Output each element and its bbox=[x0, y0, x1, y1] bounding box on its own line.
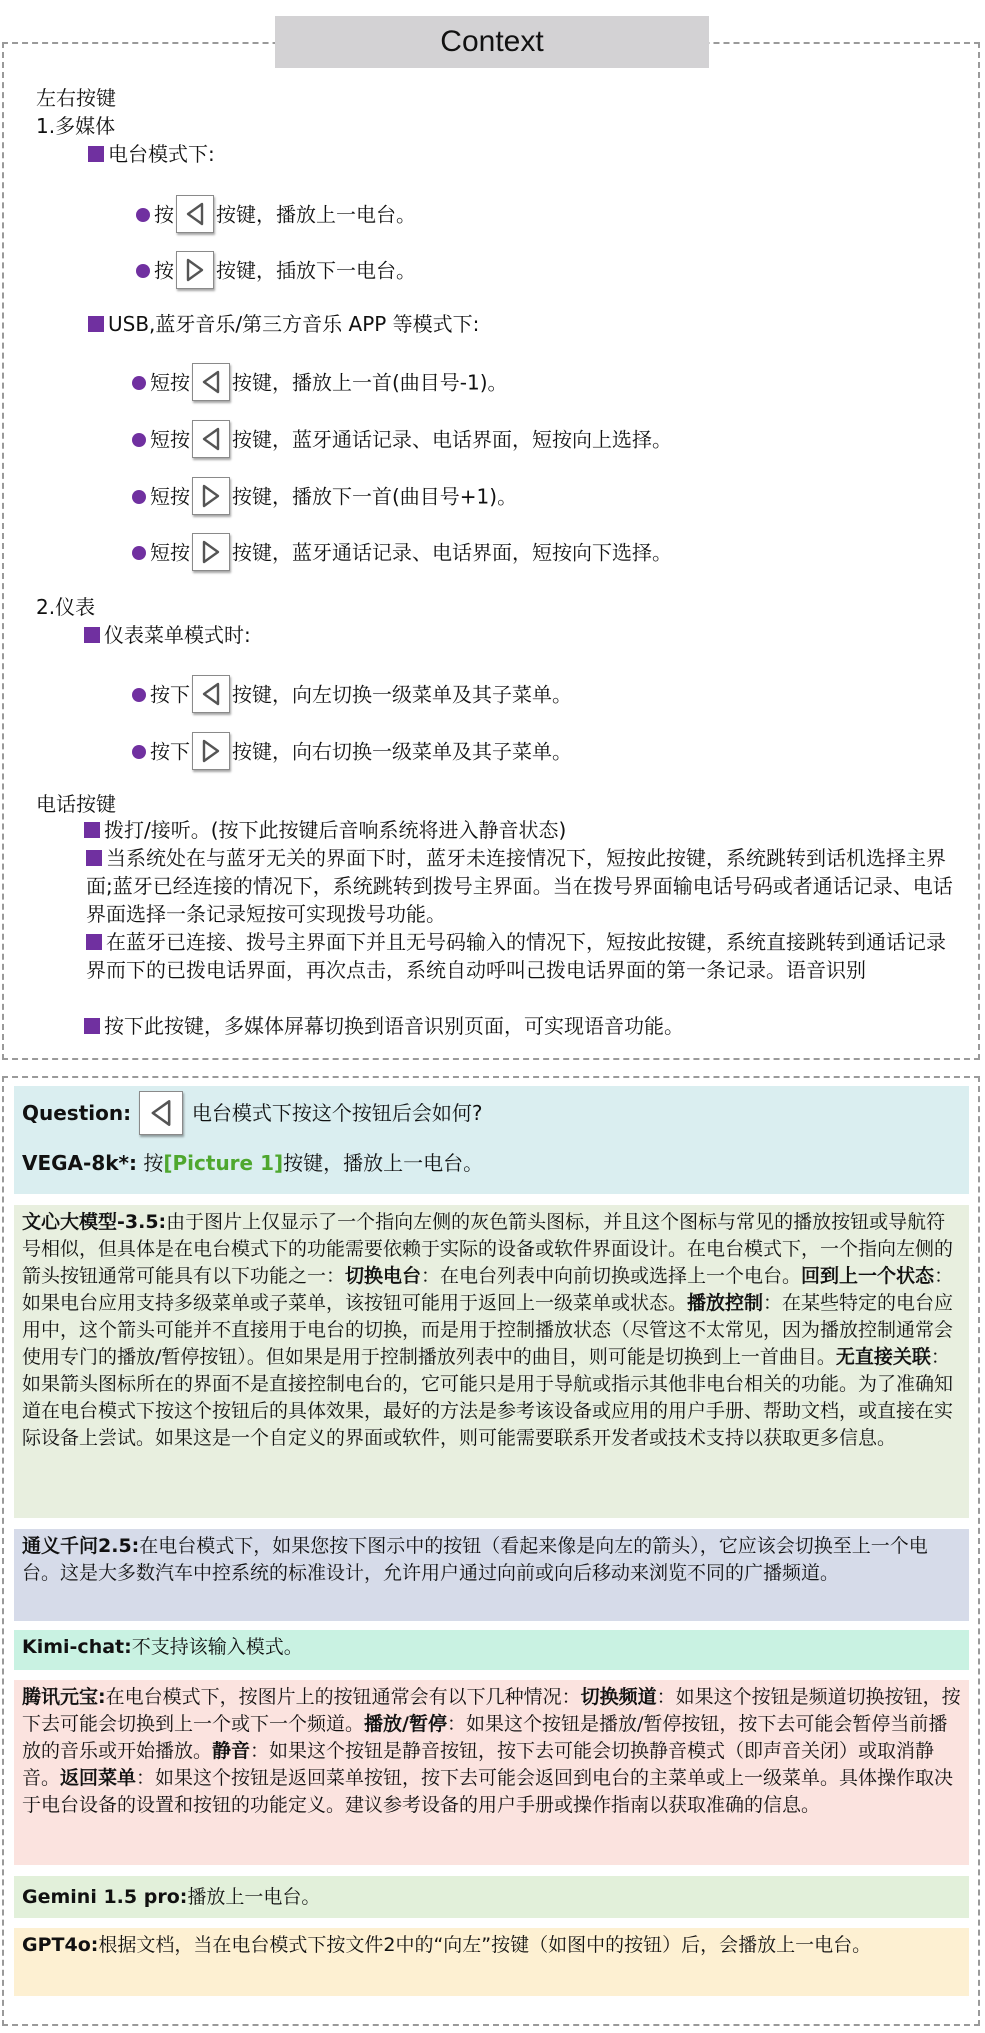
heading-phone: 电话按键 bbox=[36, 792, 116, 816]
phone-item: 当系统处在与蓝牙无关的界面下时，蓝牙未连接情况下，短按此按键，系统跳转到话机选择主界面;蓝牙已经连接的情况下，系统跳转到拨号主界面。当在拨号界面输电话号码或者通话记录、电话界面选择一条记录短按可实现拨号功能。 bbox=[86, 846, 953, 926]
context-title: Context bbox=[275, 16, 709, 68]
left-arrow-key-icon bbox=[192, 420, 230, 458]
wenxin-answer: 文心大模型-3.5:由于图片上仅显示了一个指向左侧的灰色箭头图标，并且这个图标与常见的播放按钮或导航符号相似，但具体是在电台模式下的功能需要依赖于实际的设备或软件界面设计。在电台模式下，一个指向左侧的箭头按钮通常可能具有以下功能之一：切换电台：在电台列表中向前切换或选择上一个电台。回到上一个状态：如果电台应用支持多级菜单或子菜单，该按钮可能用于返回上一级菜单或状态。播放控制：在某些特定的电台应用中，这个箭头可能并不直接用于电台的切换，而是用于控制播放状态（尽管这不太常见，因为播放控制通常会使用专门的播放/暂停按钮）。但如果是用于控制播放列表中的曲目，则可能是切换到上一首曲目。无直接关联：如果箭头图标所在的界面不是直接控制电台的，它可能只是用于导航或指示其他非电台相关的功能。为了准确知道在电台模式下按这个按钮后的具体效果，最好的方法是参考该设备或应用的用户手册、帮助文档，或直接在实际设备上尝试。如果这是一个自定义的界面或软件，则可能需要联系开发者或技术支持以获取更多信息。 bbox=[14, 1205, 969, 1518]
usb-item: 短按 按键，蓝牙通话记录、电话界面，短按向下选择。 bbox=[132, 535, 672, 573]
radio-prev-line: 按 按键，播放上一电台。 bbox=[136, 197, 416, 235]
usb-mode-heading: USB,蓝牙音乐/第三方音乐 APP 等模式下: bbox=[88, 310, 479, 338]
usb-item: 短按 按键，播放上一首(曲目号-1)。 bbox=[132, 365, 508, 403]
gemini-answer: Gemini 1.5 pro:播放上一电台。 bbox=[14, 1876, 969, 1918]
tongyi-answer: 通义千问2.5:在电台模式下，如果您按下图示中的按钮（看起来像是向左的箭头），它应该会切换至上一个电台。这是大多数汽车中控系统的标准设计，允许用户通过向前或向后移动来浏览不同的广播频道。 bbox=[14, 1529, 969, 1621]
radio-next-line: 按 按键，插放下一电台。 bbox=[136, 253, 416, 291]
right-arrow-key-icon bbox=[192, 477, 230, 515]
bullet-square bbox=[86, 934, 102, 950]
bullet-dot bbox=[136, 208, 150, 222]
meter-item: 按下 按键，向左切换一级菜单及其子菜单。 bbox=[132, 677, 572, 715]
kimi-answer: Kimi-chat:不支持该输入模式。 bbox=[14, 1630, 969, 1670]
usb-item: 短按 按键，播放下一首(曲目号+1)。 bbox=[132, 479, 517, 517]
bullet-dot bbox=[132, 433, 146, 447]
question-text: 电台模式下按这个按钮后会如何? bbox=[191, 1101, 483, 1125]
bullet-square bbox=[84, 627, 100, 643]
meter-item: 按下 按键，向右切换一级菜单及其子菜单。 bbox=[132, 734, 572, 772]
left-arrow-key-icon bbox=[192, 363, 230, 401]
phone-item: 拨打/接听。(按下此按键后音响系统将进入静音状态) bbox=[84, 816, 566, 844]
bullet-dot bbox=[132, 688, 146, 702]
left-arrow-key-icon bbox=[139, 1091, 183, 1135]
bullet-dot bbox=[132, 490, 146, 504]
right-arrow-key-icon bbox=[192, 533, 230, 571]
heading-lr-keys: 左右按键 bbox=[36, 86, 116, 110]
picture-ref: [Picture 1] bbox=[163, 1151, 284, 1175]
vega-answer: VEGA-8k*: 按[Picture 1]按键，播放上一电台。 bbox=[22, 1151, 484, 1175]
right-arrow-key-icon bbox=[176, 251, 214, 289]
question-label: Question: bbox=[22, 1101, 132, 1125]
phone-item: 按下此按键，多媒体屏幕切换到语音识别页面，可实现语音功能。 bbox=[84, 1012, 684, 1040]
heading-multimedia: 1.多媒体 bbox=[36, 114, 116, 138]
radio-mode-heading: 电台模式下: bbox=[88, 140, 215, 168]
bullet-square bbox=[84, 822, 100, 838]
bullet-dot bbox=[132, 745, 146, 759]
bullet-square bbox=[84, 1018, 100, 1034]
usb-item: 短按 按键，蓝牙通话记录、电话界面，短按向上选择。 bbox=[132, 422, 672, 460]
meter-mode-heading: 仪表菜单模式时: bbox=[84, 621, 251, 649]
tencent-answer: 腾讯元宝:在电台模式下，按图片上的按钮通常会有以下几种情况：切换频道：如果这个按钮是频道切换按钮，按下去可能会切换到上一个或下一个频道。播放/暂停：如果这个按钮是播放/暂停按钮，按下去可能会暂停当前播放的音乐或开始播放。静音：如果这个按钮是静音按钮，按下去可能会切换静音模式（即声音关闭）或取消静音。返回菜单：如果这个按钮是返回菜单按钮，按下去可能会返回到电台的主菜单或上一级菜单。具体操作取决于电台设备的设置和按钮的功能定义。建议参考设备的用户手册或操作指南以获取准确的信息。 bbox=[14, 1680, 969, 1865]
right-arrow-key-icon bbox=[192, 732, 230, 770]
bullet-dot bbox=[136, 264, 150, 278]
bullet-dot bbox=[132, 546, 146, 560]
heading-meter: 2.仪表 bbox=[36, 595, 96, 619]
bullet-dot bbox=[132, 376, 146, 390]
bullet-square bbox=[88, 146, 104, 162]
question-panel bbox=[14, 1086, 969, 1194]
gpt4o-answer: GPT4o:根据文档，当在电台模式下按文件2中的“向左”按键（如图中的按钮）后，会播放上一电台。 bbox=[14, 1928, 969, 1996]
question-row bbox=[22, 1090, 961, 1142]
bullet-square bbox=[88, 316, 104, 332]
left-arrow-key-icon bbox=[192, 675, 230, 713]
phone-item: 在蓝牙已连接、拨号主界面下并且无号码输入的情况下，短按此按键，系统直接跳转到通话记录界而下的已拨电话界面，再次点击，系统自动呼叫己拨电话界面的第一条记录。语音识别 bbox=[86, 930, 946, 982]
bullet-square bbox=[86, 850, 102, 866]
left-arrow-key-icon bbox=[176, 195, 214, 233]
